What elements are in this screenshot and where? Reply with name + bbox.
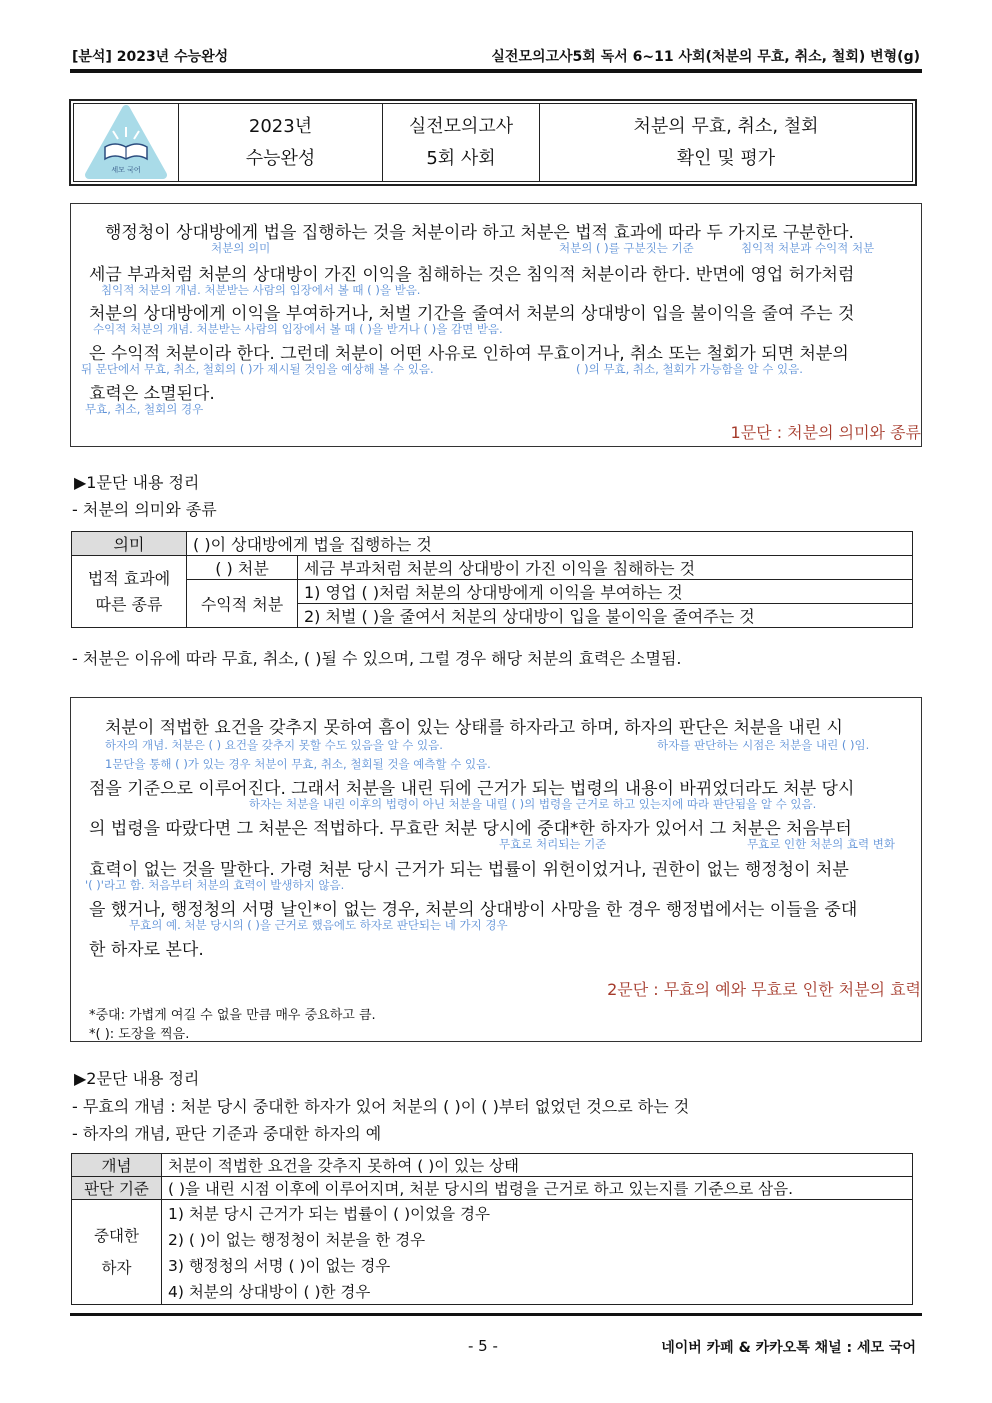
p1-note-1a: 처분의 의미 [211, 241, 271, 255]
s1-title: ▶1문단 내용 정리 [74, 473, 200, 492]
p2-line-4: 효력이 없는 것을 말한다. 가령 처분 당시 근거가 되는 법률이 위헌이었거나, 권한이 없는 행정청이 처분 [89, 860, 849, 880]
s1-table [71, 531, 913, 628]
p1-note-5: 무효, 취소, 철회의 경우 [85, 402, 204, 416]
p2-note-1c: 1문단을 통해 ( )가 있는 경우 처분이 무효, 취소, 철회될 것을 예측할 수 있음. [105, 757, 491, 771]
s1-subtitle: - 처분의 의미와 종류 [72, 500, 217, 519]
p2-note-4: '( )'라고 함. 처음부터 처분의 효력이 발생하지 않음. [85, 878, 345, 892]
p2-note-1a: 하자의 개념. 처분은 ( ) 요건을 갖추지 못할 수도 있음을 알 수 있음. [105, 738, 443, 752]
footer-rule [70, 1313, 922, 1316]
p1-note-1c: 침익적 처분과 수익적 처분 [741, 241, 875, 255]
t1-r2-desc: 1) 영업 ( )처럼 처분의 상대방에게 이익을 부여하는 것 [298, 580, 913, 604]
title-col2-line2: 5회 사회 [426, 147, 496, 169]
title-col-3 [540, 104, 912, 181]
page-number: - 5 - [468, 1337, 498, 1355]
t2-major-3: 3) 행정청의 서명 ( )이 없는 경우 [162, 1252, 913, 1278]
logo-text: 세모 국어 [111, 165, 141, 174]
p2-note-1b: 하자를 판단하는 시점은 처분을 내린 ( )임. [657, 738, 870, 752]
p1-note-2: 침익적 처분의 개념. 처분받는 사람의 입장에서 볼 때 ( )을 받음. [101, 283, 421, 297]
t1-meaning: ( )이 상대방에게 법을 집행하는 것 [187, 532, 913, 556]
title-col2-line1: 실전모의고사 [408, 115, 514, 137]
p1-label: 1문단 : 처분의 의미와 종류 [730, 423, 921, 442]
t2-concept: 처분이 적법한 요건을 갖추지 못하여 ( )이 있는 상태 [162, 1154, 913, 1177]
passage-2 [70, 697, 922, 1042]
p2-footnote-2: *( ): 도장을 찍음. [89, 1027, 190, 1042]
t2-major-2: 2) ( )이 없는 행정청이 처분을 한 경우 [162, 1226, 913, 1252]
p2-line-6: 한 하자로 본다. [89, 940, 204, 960]
p2-line-1: 처분이 적법한 요건을 갖추지 못하여 흠이 있는 상태를 하자라고 하며, 하자의 판단은 처분을 내린 시 [105, 718, 843, 738]
title-col-2 [383, 104, 540, 181]
p1-note-1b: 처분의 ( )를 구분짓는 기준 [559, 241, 694, 255]
s2-title: ▶2문단 내용 정리 [74, 1069, 200, 1088]
p2-note-3a: 무효로 처리되는 기준 [499, 837, 607, 851]
book-logo-icon [83, 105, 169, 181]
p1-note-4a: 뒤 문단에서 무효, 취소, 철회의 ( )가 제시될 것임을 예상해 볼 수 있음. [81, 362, 434, 376]
s1-after: - 처분은 이유에 따라 무효, 취소, ( )될 수 있으며, 그럴 경우 해당 처분의 효력은 소멸됨. [72, 649, 682, 668]
t2-concept-head: 개념 [72, 1154, 162, 1177]
t1-kind-head-2: 따른 종류 [95, 594, 163, 614]
t1-r2-type: 수익적 처분 [187, 580, 298, 628]
p1-line-4: 은 수익적 처분이라 한다. 그런데 처분이 어떤 사유로 인하여 무효이거나, 취소 또는 철회가 되면 처분의 [89, 344, 849, 364]
p1-note-3: 수익적 처분의 개념. 처분받는 사람의 입장에서 볼 때 ( )을 받거나 ( )을 감면 받음. [93, 322, 503, 336]
p1-note-4b: ( )의 무효, 취소, 철회가 가능함을 알 수 있음. [576, 362, 803, 376]
p2-note-5: 무효의 예. 처분 당시의 ( )을 근거로 했음에도 하자로 판단되는 네 가지 경우 [129, 918, 508, 932]
t1-kind-head [72, 556, 187, 628]
t2-major-head [72, 1200, 162, 1305]
t2-judge-head: 판단 기준 [72, 1177, 162, 1200]
p2-line-3: 의 법령을 따랐다면 그 처분은 적법하다. 무효란 처분 당시에 중대*한 하자가 있어서 그 처분은 처음부터 [89, 819, 852, 839]
t2-major-1: 1) 처분 당시 근거가 되는 법률이 ( )이었을 경우 [162, 1200, 913, 1227]
t1-meaning-head: 의미 [72, 532, 187, 556]
header-rule [70, 69, 922, 73]
s2-sub-2: - 하자의 개념, 판단 기준과 중대한 하자의 예 [72, 1124, 382, 1143]
s2-sub-1: - 무효의 개념 : 처분 당시 중대한 하자가 있어 처분의 ( )이 ( )부터 없었던 것으로 하는 것 [72, 1097, 690, 1116]
title-col3-line1: 처분의 무효, 취소, 철회 [633, 115, 819, 137]
footer-channel: 네이버 카페 & 카카오톡 채널 : 세모 국어 [661, 1340, 916, 1356]
title-col-1 [179, 104, 383, 181]
t2-major-head-2: 하자 [101, 1259, 132, 1277]
t2-judge: ( )을 내린 시점 이후에 이루어지며, 처분 당시의 법령을 근거로 하고 있는지를 기준으로 삼음. [162, 1177, 913, 1200]
p2-note-3b: 무효로 인한 처분의 효력 변화 [747, 837, 895, 851]
t1-r1-desc: 세금 부과처럼 처분의 상대방이 가진 이익을 침해하는 것 [298, 556, 913, 580]
p1-line-5: 효력은 소멸된다. [89, 384, 215, 404]
header-left: [분석] 2023년 수능완성 [72, 49, 229, 65]
title-col1-line2: 수능완성 [245, 147, 316, 169]
t1-r1-type: ( ) 처분 [187, 556, 298, 580]
t1-r3-desc: 2) 처벌 ( )을 줄여서 처분의 상대방이 입을 불이익을 줄여주는 것 [298, 604, 913, 628]
p2-line-2: 점을 기준으로 이루어진다. 그래서 처분을 내린 뒤에 근거가 되는 법령의 내용이 바뀌었더라도 처분 당시 [89, 779, 855, 799]
logo-cell [74, 104, 179, 181]
t2-major-head-1: 중대한 [94, 1227, 139, 1245]
p2-label: 2문단 : 무효의 예와 무효로 인한 처분의 효력 [607, 980, 921, 999]
title-col1-line1: 2023년 [248, 115, 313, 137]
passage-1 [70, 203, 922, 447]
p2-line-5: 을 했거나, 행정청의 서명 날인*이 없는 경우, 처분의 상대방이 사망을 한 경우 행정법에서는 이들을 중대 [89, 900, 858, 920]
p2-note-2: 하자는 처분을 내린 이후의 법령이 아닌 처분을 내릴 ( )의 법령을 근거로 하고 있는지에 따라 판단됨을 알 수 있음. [249, 797, 817, 811]
p1-line-1: 행정청이 상대방에게 법을 집행하는 것을 처분이라 하고 처분은 법적 효과에 따라 두 가지로 구분한다. [105, 223, 854, 243]
s2-table [71, 1153, 913, 1305]
t2-major-4: 4) 처분의 상대방이 ( )한 경우 [162, 1278, 913, 1305]
p2-footnote-1: *중대: 가볍게 여길 수 없을 만큼 매우 중요하고 큼. [89, 1008, 376, 1023]
p1-line-2: 세금 부과처럼 처분의 상대방이 가진 이익을 침해하는 것은 침익적 처분이라 한다. 반면에 영업 허가처럼 [89, 265, 855, 285]
title-col3-line2: 확인 및 평가 [676, 147, 776, 169]
header-right: 실전모의고사5회 독서 6~11 사회(처분의 무효, 취소, 철회) 변형(g) [491, 49, 920, 65]
p1-line-3: 처분의 상대방에게 이익을 부여하거나, 처벌 기간을 줄여서 처분의 상대방이 입을 불이익을 줄여 주는 것 [89, 304, 855, 324]
title-box [69, 99, 917, 186]
t1-kind-head-1: 법적 효과에 [87, 568, 171, 588]
